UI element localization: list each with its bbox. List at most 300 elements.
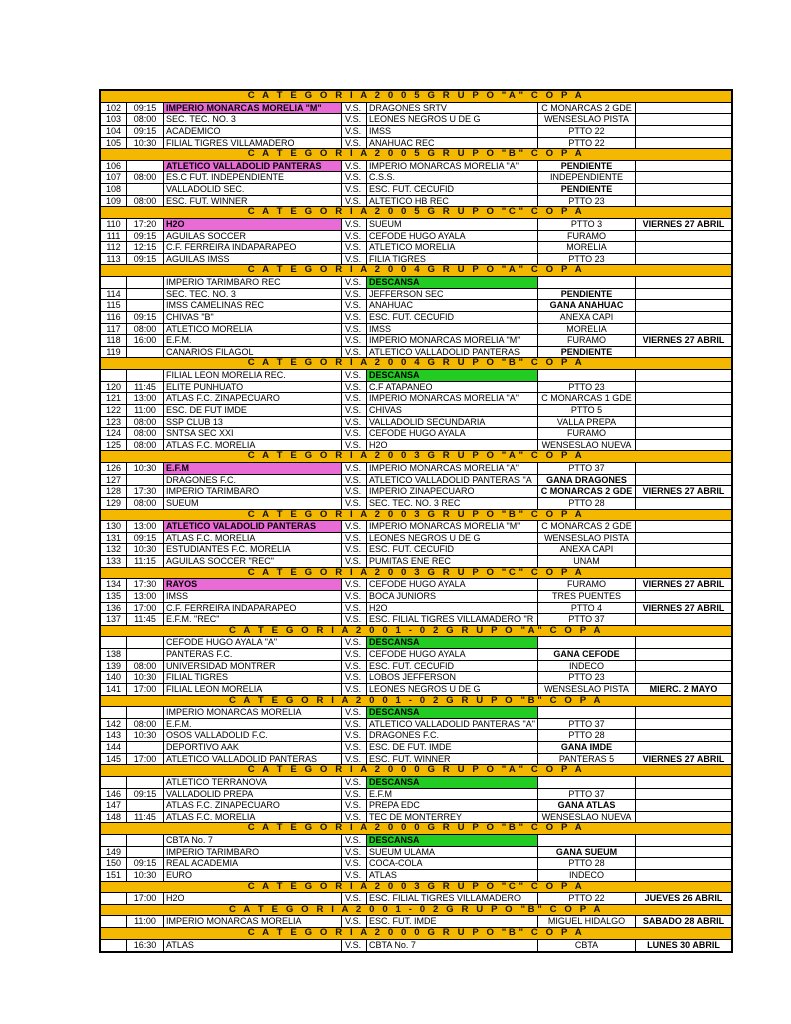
venue: WENSESLAO PISTA bbox=[538, 684, 636, 695]
match-number: 133 bbox=[101, 556, 127, 567]
home-team: FILIAL TIGRES VILLAMADERO bbox=[164, 138, 342, 149]
match-number: 139 bbox=[101, 661, 127, 672]
away-team: CHIVAS bbox=[367, 405, 538, 416]
match-time: 08:00 bbox=[127, 324, 164, 335]
home-team: IMPERIO TARIMBARO bbox=[164, 847, 342, 858]
venue bbox=[538, 835, 636, 846]
versus-label: V.S. bbox=[342, 579, 367, 590]
versus-label: V.S. bbox=[342, 637, 367, 648]
versus-label: V.S. bbox=[342, 672, 367, 683]
match-row bbox=[101, 719, 731, 731]
home-team: CEFODE HUGO AYALA "A" bbox=[164, 637, 342, 648]
match-number: 138 bbox=[101, 649, 127, 660]
match-time: 09:15 bbox=[127, 254, 164, 265]
match-date: VIERNES 27 ABRIL bbox=[642, 218, 725, 229]
match-date bbox=[636, 231, 731, 242]
match-date bbox=[636, 242, 731, 253]
match-number: 143 bbox=[101, 730, 127, 741]
home-team: ATLAS F.C. ZINAPECUARO bbox=[164, 393, 342, 404]
versus-label: V.S. bbox=[342, 335, 367, 346]
match-time bbox=[127, 835, 164, 846]
match-time: 17:00 bbox=[127, 603, 164, 614]
home-team: IMSS CAMELINAS REC bbox=[164, 300, 342, 311]
venue: PTTO 28 bbox=[538, 730, 636, 741]
match-number: 137 bbox=[101, 614, 127, 625]
home-team: DRAGONES F.C. bbox=[164, 475, 342, 486]
match-number: 149 bbox=[101, 847, 127, 858]
match-date bbox=[636, 521, 731, 532]
venue: PTTO 37 bbox=[538, 614, 636, 625]
versus-label: V.S. bbox=[342, 707, 367, 718]
match-date bbox=[636, 440, 731, 451]
away-team: IMPERIO MONARCAS MORELIA "A" bbox=[367, 393, 538, 404]
match-date bbox=[636, 289, 731, 300]
match-row bbox=[101, 591, 731, 603]
home-team: FILIAL LEON MORELIA REC. bbox=[164, 370, 342, 381]
match-number: 106 bbox=[101, 161, 127, 172]
versus-label: V.S. bbox=[342, 126, 367, 137]
match-number: 109 bbox=[101, 196, 127, 207]
home-team: ATLAS F.C. MORELIA bbox=[164, 533, 342, 544]
versus-label: V.S. bbox=[342, 103, 367, 114]
home-team: ATLAS F.C. ZINAPECUARO bbox=[164, 800, 342, 811]
venue: PANTERAS 5 bbox=[538, 754, 636, 765]
match-row bbox=[101, 637, 731, 649]
match-date bbox=[636, 417, 731, 428]
match-number: 128 bbox=[101, 486, 127, 497]
match-time bbox=[127, 742, 164, 753]
away-team: CBTA No. 7 bbox=[367, 940, 538, 952]
match-row bbox=[101, 184, 731, 196]
away-team: SEC. TEC. NO. 3 REC bbox=[367, 498, 538, 509]
home-team: ATLETICO VALADOLID PANTERAS bbox=[164, 521, 342, 532]
versus-label: V.S. bbox=[342, 347, 367, 358]
venue: PENDIENTE bbox=[538, 184, 636, 195]
away-team: C.F ATAPANEO bbox=[367, 382, 538, 393]
away-team: DESCANSA bbox=[367, 277, 538, 288]
venue: INDECO bbox=[538, 870, 636, 881]
versus-label: V.S. bbox=[342, 254, 367, 265]
venue: WENSESLAO PISTA bbox=[538, 114, 636, 125]
venue: PTTO 4 bbox=[538, 603, 636, 614]
venue bbox=[538, 637, 636, 648]
away-team: ESC. FUT. CECUFID bbox=[367, 184, 538, 195]
venue: GANA DRAGONES bbox=[538, 475, 636, 486]
home-team: H2O bbox=[164, 893, 342, 904]
away-team: CEFODE HUGO AYALA bbox=[367, 231, 538, 242]
match-date bbox=[636, 475, 731, 486]
home-team: ELITE PUNHUATO bbox=[164, 382, 342, 393]
match-row bbox=[101, 777, 731, 789]
match-row bbox=[101, 649, 731, 661]
match-time bbox=[127, 649, 164, 660]
match-date bbox=[636, 498, 731, 509]
away-team: DESCANSA bbox=[367, 777, 538, 788]
match-time: 12:15 bbox=[127, 242, 164, 253]
match-number: 124 bbox=[101, 428, 127, 439]
match-date bbox=[636, 184, 731, 195]
match-time: 08:00 bbox=[127, 196, 164, 207]
versus-label: V.S. bbox=[342, 463, 367, 474]
venue: C MONARCAS 2 GDE bbox=[538, 486, 636, 497]
match-number: 129 bbox=[101, 498, 127, 509]
venue: PTTO 37 bbox=[538, 719, 636, 730]
away-team: LEONES NEGROS U DE G bbox=[367, 533, 538, 544]
match-time: 08:00 bbox=[127, 498, 164, 509]
match-row bbox=[101, 707, 731, 719]
venue: GANA CEFODE bbox=[538, 649, 636, 660]
match-row bbox=[101, 847, 731, 859]
home-team: AGUILAS IMSS bbox=[164, 254, 342, 265]
away-team: FILIA TIGRES bbox=[367, 254, 538, 265]
versus-label: V.S. bbox=[342, 730, 367, 741]
match-row bbox=[101, 603, 731, 615]
match-date bbox=[636, 544, 731, 555]
match-date bbox=[636, 789, 731, 800]
versus-label: V.S. bbox=[342, 847, 367, 858]
match-number: 116 bbox=[101, 312, 127, 323]
home-team: AGUILAS SOCCER "REC" bbox=[164, 556, 342, 567]
home-team: AGUILAS SOCCER bbox=[164, 231, 342, 242]
versus-label: V.S. bbox=[342, 719, 367, 730]
match-date: SABADO 28 ABRIL bbox=[642, 916, 725, 927]
away-team: PUMITAS ENE REC bbox=[367, 556, 538, 567]
home-team: CHIVAS "B" bbox=[164, 312, 342, 323]
match-date bbox=[636, 103, 731, 114]
match-row bbox=[101, 405, 731, 417]
match-number: 120 bbox=[101, 382, 127, 393]
match-date: LUNES 30 ABRIL bbox=[647, 939, 720, 950]
match-row bbox=[101, 370, 731, 382]
match-row bbox=[101, 231, 731, 243]
match-date bbox=[636, 312, 731, 323]
versus-label: V.S. bbox=[342, 417, 367, 428]
away-team: ESC. DE FUT. IMDE bbox=[367, 742, 538, 753]
match-date bbox=[636, 533, 731, 544]
match-date bbox=[636, 428, 731, 439]
away-team: ATLETICO VALLADOLID PANTERAS "A bbox=[367, 475, 538, 486]
match-row bbox=[101, 916, 731, 928]
match-date bbox=[636, 614, 731, 625]
away-team: CEFODE HUGO AYALA bbox=[367, 579, 538, 590]
versus-label: V.S. bbox=[342, 835, 367, 846]
match-time bbox=[127, 161, 164, 172]
home-team: OSOS VALLADOLID F.C. bbox=[164, 730, 342, 741]
versus-label: V.S. bbox=[342, 312, 367, 323]
away-team: DESCANSA bbox=[367, 637, 538, 648]
match-time: 09:15 bbox=[127, 231, 164, 242]
venue: TRES PUENTES bbox=[538, 591, 636, 602]
match-time bbox=[127, 637, 164, 648]
venue: WENSESLAO PISTA bbox=[538, 533, 636, 544]
match-date bbox=[636, 172, 731, 183]
match-row bbox=[101, 428, 731, 440]
home-team: UNIVERSIDAD MONTRER bbox=[164, 661, 342, 672]
away-team: VALLADOLID SECUNDARIA bbox=[367, 417, 538, 428]
match-row bbox=[101, 393, 731, 405]
match-date bbox=[636, 138, 731, 149]
home-team: ESC. DE FUT IMDE bbox=[164, 405, 342, 416]
match-time bbox=[127, 800, 164, 811]
category-header: C A T E G O R I A 2 0 0 0 G R U P O "B" C O P A bbox=[101, 823, 731, 835]
venue: PENDIENTE bbox=[538, 347, 636, 358]
match-number: 145 bbox=[101, 754, 127, 765]
away-team: H2O bbox=[367, 440, 538, 451]
venue: GANA ANAHUAC bbox=[538, 300, 636, 311]
match-number: 107 bbox=[101, 172, 127, 183]
match-date: MIERC. 2 MAYO bbox=[649, 683, 718, 694]
match-time: 08:00 bbox=[127, 661, 164, 672]
match-date: VIERNES 27 ABRIL bbox=[642, 579, 725, 590]
home-team: FILIAL TIGRES bbox=[164, 672, 342, 683]
match-time: 17:30 bbox=[127, 579, 164, 590]
match-row bbox=[101, 138, 731, 150]
versus-label: V.S. bbox=[342, 777, 367, 788]
match-number: 117 bbox=[101, 324, 127, 335]
match-number: 148 bbox=[101, 812, 127, 823]
home-team: ATLETICO VALLADOLID PANTERAS bbox=[164, 161, 342, 172]
match-time: 17:00 bbox=[127, 893, 164, 904]
versus-label: V.S. bbox=[342, 428, 367, 439]
venue: FURAMO bbox=[538, 428, 636, 439]
venue: VALLA PREPA bbox=[538, 417, 636, 428]
home-team: E.F.M. bbox=[164, 335, 342, 346]
match-row bbox=[101, 556, 731, 568]
match-row bbox=[101, 277, 731, 289]
venue: PTTO 37 bbox=[538, 463, 636, 474]
versus-label: V.S. bbox=[342, 661, 367, 672]
away-team: DRAGONES F.C. bbox=[367, 730, 538, 741]
category-header: C A T E G O R I A 2 0 0 4 G R U P O "A" C O P A bbox=[101, 265, 731, 277]
match-time bbox=[127, 370, 164, 381]
category-header: C A T E G O R I A 2 0 0 5 G R U P O "B" C O P A bbox=[101, 149, 731, 161]
venue: PTTO 5 bbox=[538, 405, 636, 416]
match-number: 151 bbox=[101, 870, 127, 881]
match-row bbox=[101, 870, 731, 882]
versus-label: V.S. bbox=[342, 742, 367, 753]
match-time: 11:15 bbox=[127, 556, 164, 567]
match-number: 104 bbox=[101, 126, 127, 137]
versus-label: V.S. bbox=[342, 533, 367, 544]
match-number: 105 bbox=[101, 138, 127, 149]
match-date bbox=[636, 777, 731, 788]
match-number bbox=[101, 916, 127, 927]
match-time bbox=[127, 707, 164, 718]
match-date bbox=[636, 556, 731, 567]
versus-label: V.S. bbox=[342, 161, 367, 172]
away-team: CEFODE HUGO AYALA bbox=[367, 649, 538, 660]
away-team: IMPERIO MONARCAS MORELIA "A" bbox=[367, 161, 538, 172]
home-team: H2O bbox=[164, 219, 342, 230]
match-number: 121 bbox=[101, 393, 127, 404]
away-team: ANAHUAC bbox=[367, 300, 538, 311]
match-time: 11:45 bbox=[127, 812, 164, 823]
versus-label: V.S. bbox=[342, 370, 367, 381]
match-row bbox=[101, 103, 731, 115]
venue: FURAMO bbox=[538, 335, 636, 346]
match-time: 17:20 bbox=[127, 219, 164, 230]
match-number: 103 bbox=[101, 114, 127, 125]
match-date bbox=[636, 707, 731, 718]
match-date: VIERNES 27 ABRIL bbox=[642, 335, 725, 346]
versus-label: V.S. bbox=[342, 475, 367, 486]
match-time: 08:00 bbox=[127, 172, 164, 183]
away-team: DESCANSA bbox=[367, 835, 538, 846]
away-team: IMPERIO MONARCAS MORELIA "M" bbox=[367, 335, 538, 346]
match-date bbox=[636, 661, 731, 672]
away-team: E.F.M bbox=[367, 789, 538, 800]
match-number: 110 bbox=[101, 219, 127, 230]
match-number: 115 bbox=[101, 300, 127, 311]
home-team: C.F. FERREIRA INDAPARAPEO bbox=[164, 603, 342, 614]
category-header: C A T E G O R I A 2 0 0 3 G R U P O "B" C O P A bbox=[101, 510, 731, 522]
versus-label: V.S. bbox=[342, 754, 367, 765]
match-date bbox=[636, 277, 731, 288]
away-team: TEC DE MONTERREY bbox=[367, 812, 538, 823]
match-time: 10:30 bbox=[127, 870, 164, 881]
category-header: C A T E G O R I A 2 0 0 0 G R U P O "B" C O P A bbox=[101, 928, 731, 940]
match-row bbox=[101, 475, 731, 487]
match-time: 09:15 bbox=[127, 103, 164, 114]
match-date bbox=[636, 835, 731, 846]
match-time: 11:45 bbox=[127, 382, 164, 393]
match-row bbox=[101, 335, 731, 347]
match-date bbox=[636, 114, 731, 125]
match-row bbox=[101, 219, 731, 231]
match-date bbox=[636, 324, 731, 335]
match-time bbox=[127, 475, 164, 486]
match-row bbox=[101, 324, 731, 336]
home-team: ATLAS F.C. MORELIA bbox=[164, 440, 342, 451]
away-team: ESC. FUT. WINNER bbox=[367, 754, 538, 765]
home-team: RAYOS bbox=[164, 579, 342, 590]
match-number: 113 bbox=[101, 254, 127, 265]
match-date bbox=[636, 847, 731, 858]
match-time: 09:15 bbox=[127, 789, 164, 800]
match-date bbox=[636, 300, 731, 311]
home-team: E.F.M bbox=[164, 463, 342, 474]
match-time: 10:30 bbox=[127, 463, 164, 474]
versus-label: V.S. bbox=[342, 486, 367, 497]
match-date bbox=[636, 858, 731, 869]
venue: C MONARCAS 2 GDE bbox=[538, 103, 636, 114]
venue: PTTO 23 bbox=[538, 196, 636, 207]
home-team: CANARIOS FILAGOL bbox=[164, 347, 342, 358]
versus-label: V.S. bbox=[342, 382, 367, 393]
match-number bbox=[101, 940, 127, 952]
versus-label: V.S. bbox=[342, 184, 367, 195]
match-date bbox=[636, 347, 731, 358]
category-header: C A T E G O R I A 2 0 0 4 G R U P O "B" C O P A bbox=[101, 358, 731, 370]
versus-label: V.S. bbox=[342, 544, 367, 555]
match-number: 114 bbox=[101, 289, 127, 300]
venue: PTTO 37 bbox=[538, 789, 636, 800]
away-team: IMSS bbox=[367, 126, 538, 137]
match-row bbox=[101, 672, 731, 684]
match-row bbox=[101, 114, 731, 126]
match-row bbox=[101, 544, 731, 556]
match-time: 09:15 bbox=[127, 126, 164, 137]
home-team: ESTUDIANTES F.C. MORELIA bbox=[164, 544, 342, 555]
away-team: ESC. FUT. IMDE bbox=[367, 916, 538, 927]
venue: GANA SUEUM bbox=[538, 847, 636, 858]
match-time: 09:15 bbox=[127, 858, 164, 869]
match-number: 136 bbox=[101, 603, 127, 614]
match-time bbox=[127, 277, 164, 288]
versus-label: V.S. bbox=[342, 800, 367, 811]
versus-label: V.S. bbox=[342, 858, 367, 869]
match-date bbox=[636, 672, 731, 683]
category-header: C A T E G O R I A 2 0 0 3 G R U P O "C" C O P A bbox=[101, 568, 731, 580]
home-team: ATLAS F.C. MORELIA bbox=[164, 812, 342, 823]
match-time: 09:15 bbox=[127, 533, 164, 544]
venue: MORELIA bbox=[538, 324, 636, 335]
venue: FURAMO bbox=[538, 231, 636, 242]
match-time: 13:00 bbox=[127, 591, 164, 602]
venue: ANEXA CAPI bbox=[538, 312, 636, 323]
match-row bbox=[101, 661, 731, 673]
match-number bbox=[101, 893, 127, 904]
match-time: 17:00 bbox=[127, 754, 164, 765]
match-number: 150 bbox=[101, 858, 127, 869]
home-team: E.F.M. "REC" bbox=[164, 614, 342, 625]
match-time: 13:00 bbox=[127, 393, 164, 404]
versus-label: V.S. bbox=[342, 231, 367, 242]
match-row bbox=[101, 579, 731, 591]
match-time: 17:00 bbox=[127, 684, 164, 695]
match-row bbox=[101, 498, 731, 510]
home-team: DEPORTIVO AAK bbox=[164, 742, 342, 753]
match-number bbox=[101, 637, 127, 648]
match-row bbox=[101, 893, 731, 905]
category-header: C A T E G O R I A 2 0 0 1 - 0 2 G R U P O "A" C O P A bbox=[101, 626, 731, 638]
home-team: IMPERIO MONARCAS MORELIA bbox=[164, 707, 342, 718]
away-team: LEONES NEGROS U DE G bbox=[367, 684, 538, 695]
versus-label: V.S. bbox=[342, 277, 367, 288]
home-team: FILIAL LEON MORELIA bbox=[164, 684, 342, 695]
versus-label: V.S. bbox=[342, 614, 367, 625]
versus-label: V.S. bbox=[342, 521, 367, 532]
away-team: DRAGONES SRTV bbox=[367, 103, 538, 114]
home-team: IMPERIO MONARCAS MORELIA bbox=[164, 916, 342, 927]
match-date bbox=[636, 161, 731, 172]
venue: MORELIA bbox=[538, 242, 636, 253]
match-number: 125 bbox=[101, 440, 127, 451]
home-team: SNTSA SEC XXI bbox=[164, 428, 342, 439]
venue: PTTO 23 bbox=[538, 254, 636, 265]
match-number: 102 bbox=[101, 103, 127, 114]
match-number: 123 bbox=[101, 417, 127, 428]
away-team: SUEUM bbox=[367, 219, 538, 230]
venue bbox=[538, 707, 636, 718]
match-row bbox=[101, 533, 731, 545]
match-row bbox=[101, 684, 731, 696]
match-time: 08:00 bbox=[127, 417, 164, 428]
match-row bbox=[101, 800, 731, 812]
category-header: C A T E G O R I A 2 0 0 1 - 0 2 G R U P O "B" C O P A bbox=[101, 696, 731, 708]
match-number: 140 bbox=[101, 672, 127, 683]
versus-label: V.S. bbox=[342, 916, 367, 927]
home-team: REAL ACADEMIA bbox=[164, 858, 342, 869]
venue: WENSESLAO NUEVA bbox=[538, 440, 636, 451]
match-row bbox=[101, 789, 731, 801]
versus-label: V.S. bbox=[342, 300, 367, 311]
versus-label: V.S. bbox=[342, 591, 367, 602]
match-number: 147 bbox=[101, 800, 127, 811]
home-team: IMPERIO TARIMBARO bbox=[164, 486, 342, 497]
venue: PTTO 28 bbox=[538, 858, 636, 869]
match-date: VIERNES 27 ABRIL bbox=[642, 486, 725, 497]
